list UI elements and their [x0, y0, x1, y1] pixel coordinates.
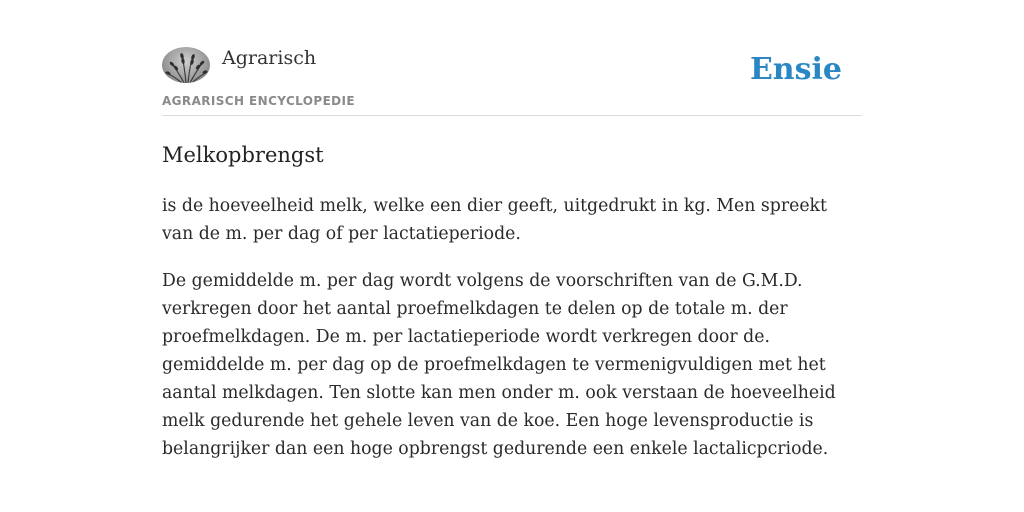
article-paragraph: is de hoeveelheid melk, welke een dier geeft, uitgedrukt in kg. Men spreekt van de m. per dag of per lactatieperiode.: [162, 196, 827, 244]
article-title: Melkopbrengst: [162, 143, 324, 167]
site-header: [162, 0, 862, 116]
wheat-icon[interactable]: [162, 47, 210, 83]
page: [162, 0, 862, 512]
brand-logo[interactable]: Ensie: [749, 52, 842, 87]
site-name[interactable]: Agrarisch: [222, 47, 317, 69]
site-subtitle[interactable]: AGRARISCH ENCYCLOPEDIE: [162, 94, 355, 108]
article-body: [162, 192, 862, 482]
article-paragraph: De gemiddelde m. per dag wordt volgens de voorschriften van de G.M.D. verkregen door het aantal proefmelkdagen te delen op de totale m. der proefmelkdagen. De m. per lactatieperiode wordt verkregen door de. gemiddelde m. per dag op de proefmelkdagen te vermenigvuldigen met het aantal melkdagen. Ten slotte kan men onder m. ook verstaan de hoeveelheid melk gedurende het gehele leven van de koe. Een hoge levensproductie is belangrijker dan een hoge opbrengst gedurende een enkele lactalicpcriode.: [162, 271, 836, 459]
